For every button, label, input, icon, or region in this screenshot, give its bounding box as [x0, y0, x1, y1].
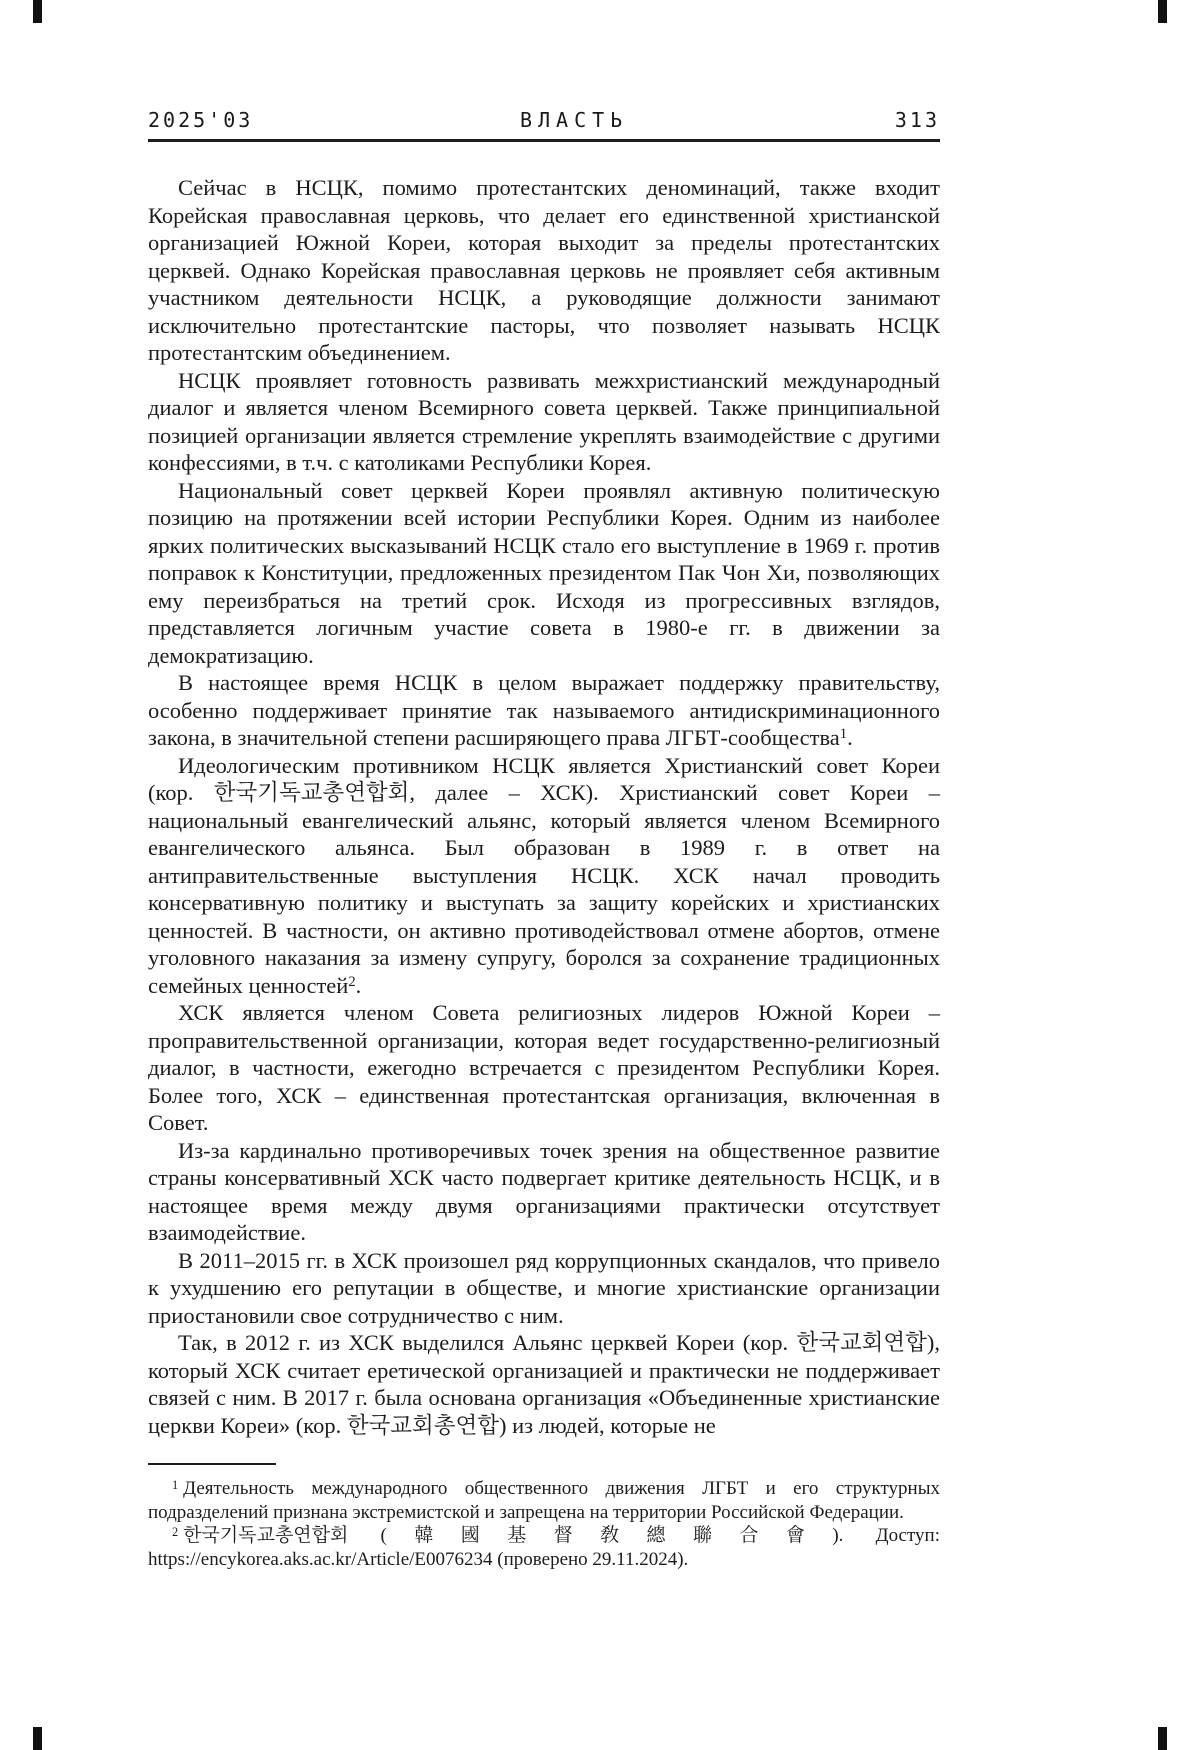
page-content: [148, 0, 940, 1571]
paragraph-4: [148, 669, 940, 752]
paragraph-text: Из-за кардинально противоречивых точек зрения на общественное развитие страны консервативный ХСК часто подвергает критике деятельность НСЦК, и в настоящее время между двумя организациями практически отсутствует взаимодействие.: [148, 1137, 940, 1245]
paragraph-text: Так, в 2012 г. из ХСК выделился Альянс церквей Кореи (кор. 한국교회연합), который ХСК считает еретической организацией и практически не поддерживает связей с ним. В 2017 г. была основана организация «Объединенные христианские церкви Кореи» (кор. 한국교회총연합) из людей, которые не: [148, 1330, 940, 1438]
paragraph-text: НСЦК проявляет готовность развивать межхристианский международный диалог и является членом Всемирного совета церквей. Также принципиальной позицией организации является стремление укреплять взаимодействие с другими конфессиями, в т.ч. с католиками Республики Корея.: [148, 367, 940, 475]
footnote-marker-1: 1: [172, 1478, 179, 1493]
issue-label: 2025'03: [148, 108, 254, 132]
footnote-ref-2: 2: [348, 973, 356, 990]
article-body: [148, 174, 940, 1439]
footnote-text: 한국기독교총연합회 (韓國基督敎總聯合會). Доступ: https://encykorea.aks.ac.kr/Article/E0076234 (проверено 29.11.2024).: [148, 1525, 940, 1570]
footnote-text: Деятельность международного общественного движения ЛГБТ и его структурных подразделений признана экстремистской и запрещена на территории Российской Федерации.: [148, 1478, 940, 1523]
paragraph-8: [148, 1247, 940, 1330]
paragraph-5: [148, 752, 940, 1000]
footnote-ref-1: 1: [839, 726, 848, 743]
page-header: [148, 108, 940, 132]
footnote-marker-2: 2: [172, 1525, 179, 1540]
footnote-2: [148, 1524, 940, 1571]
print-mark-top-right: [1158, 0, 1167, 23]
header-rule: [148, 139, 940, 142]
footnotes-section: [148, 1477, 940, 1571]
page-number: 313: [894, 108, 940, 132]
paragraph-text: ХСК является членом Совета религиозных лидеров Южной Кореи – проправительственной организации, которая ведет государственно-религиозный диалог, в частности, ежегодно встречается с президентом Республики Корея. Более того, ХСК – единственная протестантская организация, включенная в Совет.: [148, 1000, 940, 1135]
print-mark-top-left: [33, 0, 42, 23]
paragraph-1: [148, 174, 940, 367]
print-mark-bottom-left: [33, 1727, 42, 1750]
paragraph-text-after: .: [847, 725, 853, 750]
paragraph-9: [148, 1329, 940, 1439]
paragraph-text: Сейчас в НСЦК, помимо протестантских деноминаций, также входит Корейская православная церковь, что делает его единственной христианской организацией Южной Кореи, которая выходит за пределы протестантских церквей. Однако Корейская православная церковь не проявляет себя активным участником деятельности НСЦК, а руководящие должности занимают исключительно протестантские пасторы, что позволяет называть НСЦК протестантским объединением.: [148, 175, 940, 365]
paragraph-text: Идеологическим противником НСЦК является Христианский совет Кореи (кор. 한국기독교총연합회, далее – ХСК). Христианский совет Кореи – национальный евангелический альянс, который является членом Всемирного евангелического альянса. Был образован в 1989 г. в ответ на антиправительственные выступления НСЦК. ХСК начал проводить консервативную политику и выступать за защиту корейских и христианских ценностей. В частности, он активно противодействовал отмене абортов, отмене уголовного наказания за измену супругу, боролся за сохранение традиционных семейных ценностей: [148, 752, 940, 998]
paragraph-text: Национальный совет церквей Кореи проявлял активную политическую позицию на протяжении всей истории Республики Корея. Одним из наиболее ярких политических высказываний НСЦК стало его выступление в 1969 г. против поправок к Конституции, предложенных президентом Пак Чон Хи, позволяющих ему переизбраться на третий срок. Исходя из прогрессивных взглядов, представляется логичным участие совета в 1980-е гг. в движении за демократизацию.: [148, 477, 940, 668]
paragraph-7: [148, 1137, 940, 1247]
paragraph-text: В настоящее время НСЦК в целом выражает поддержку правительству, особенно поддерживает принятие так называемого антидискриминационного закона, в значительной степени расширяющего права ЛГБТ-сообщества: [148, 670, 940, 750]
footnote-separator: [148, 1463, 276, 1465]
paragraph-text: В 2011–2015 гг. в ХСК произошел ряд коррупционных скандалов, что привело к ухудшению его репутации в обществе, и многие христианские организации приостановили свое сотрудничество с ним.: [148, 1247, 940, 1328]
paragraph-3: [148, 477, 940, 670]
paragraph-6: [148, 999, 940, 1137]
paragraph-text-after: .: [355, 972, 362, 998]
journal-title: ВЛАСТЬ: [519, 108, 629, 132]
print-mark-bottom-right: [1158, 1727, 1167, 1750]
footnote-1: [148, 1477, 940, 1524]
paragraph-2: [148, 367, 940, 477]
